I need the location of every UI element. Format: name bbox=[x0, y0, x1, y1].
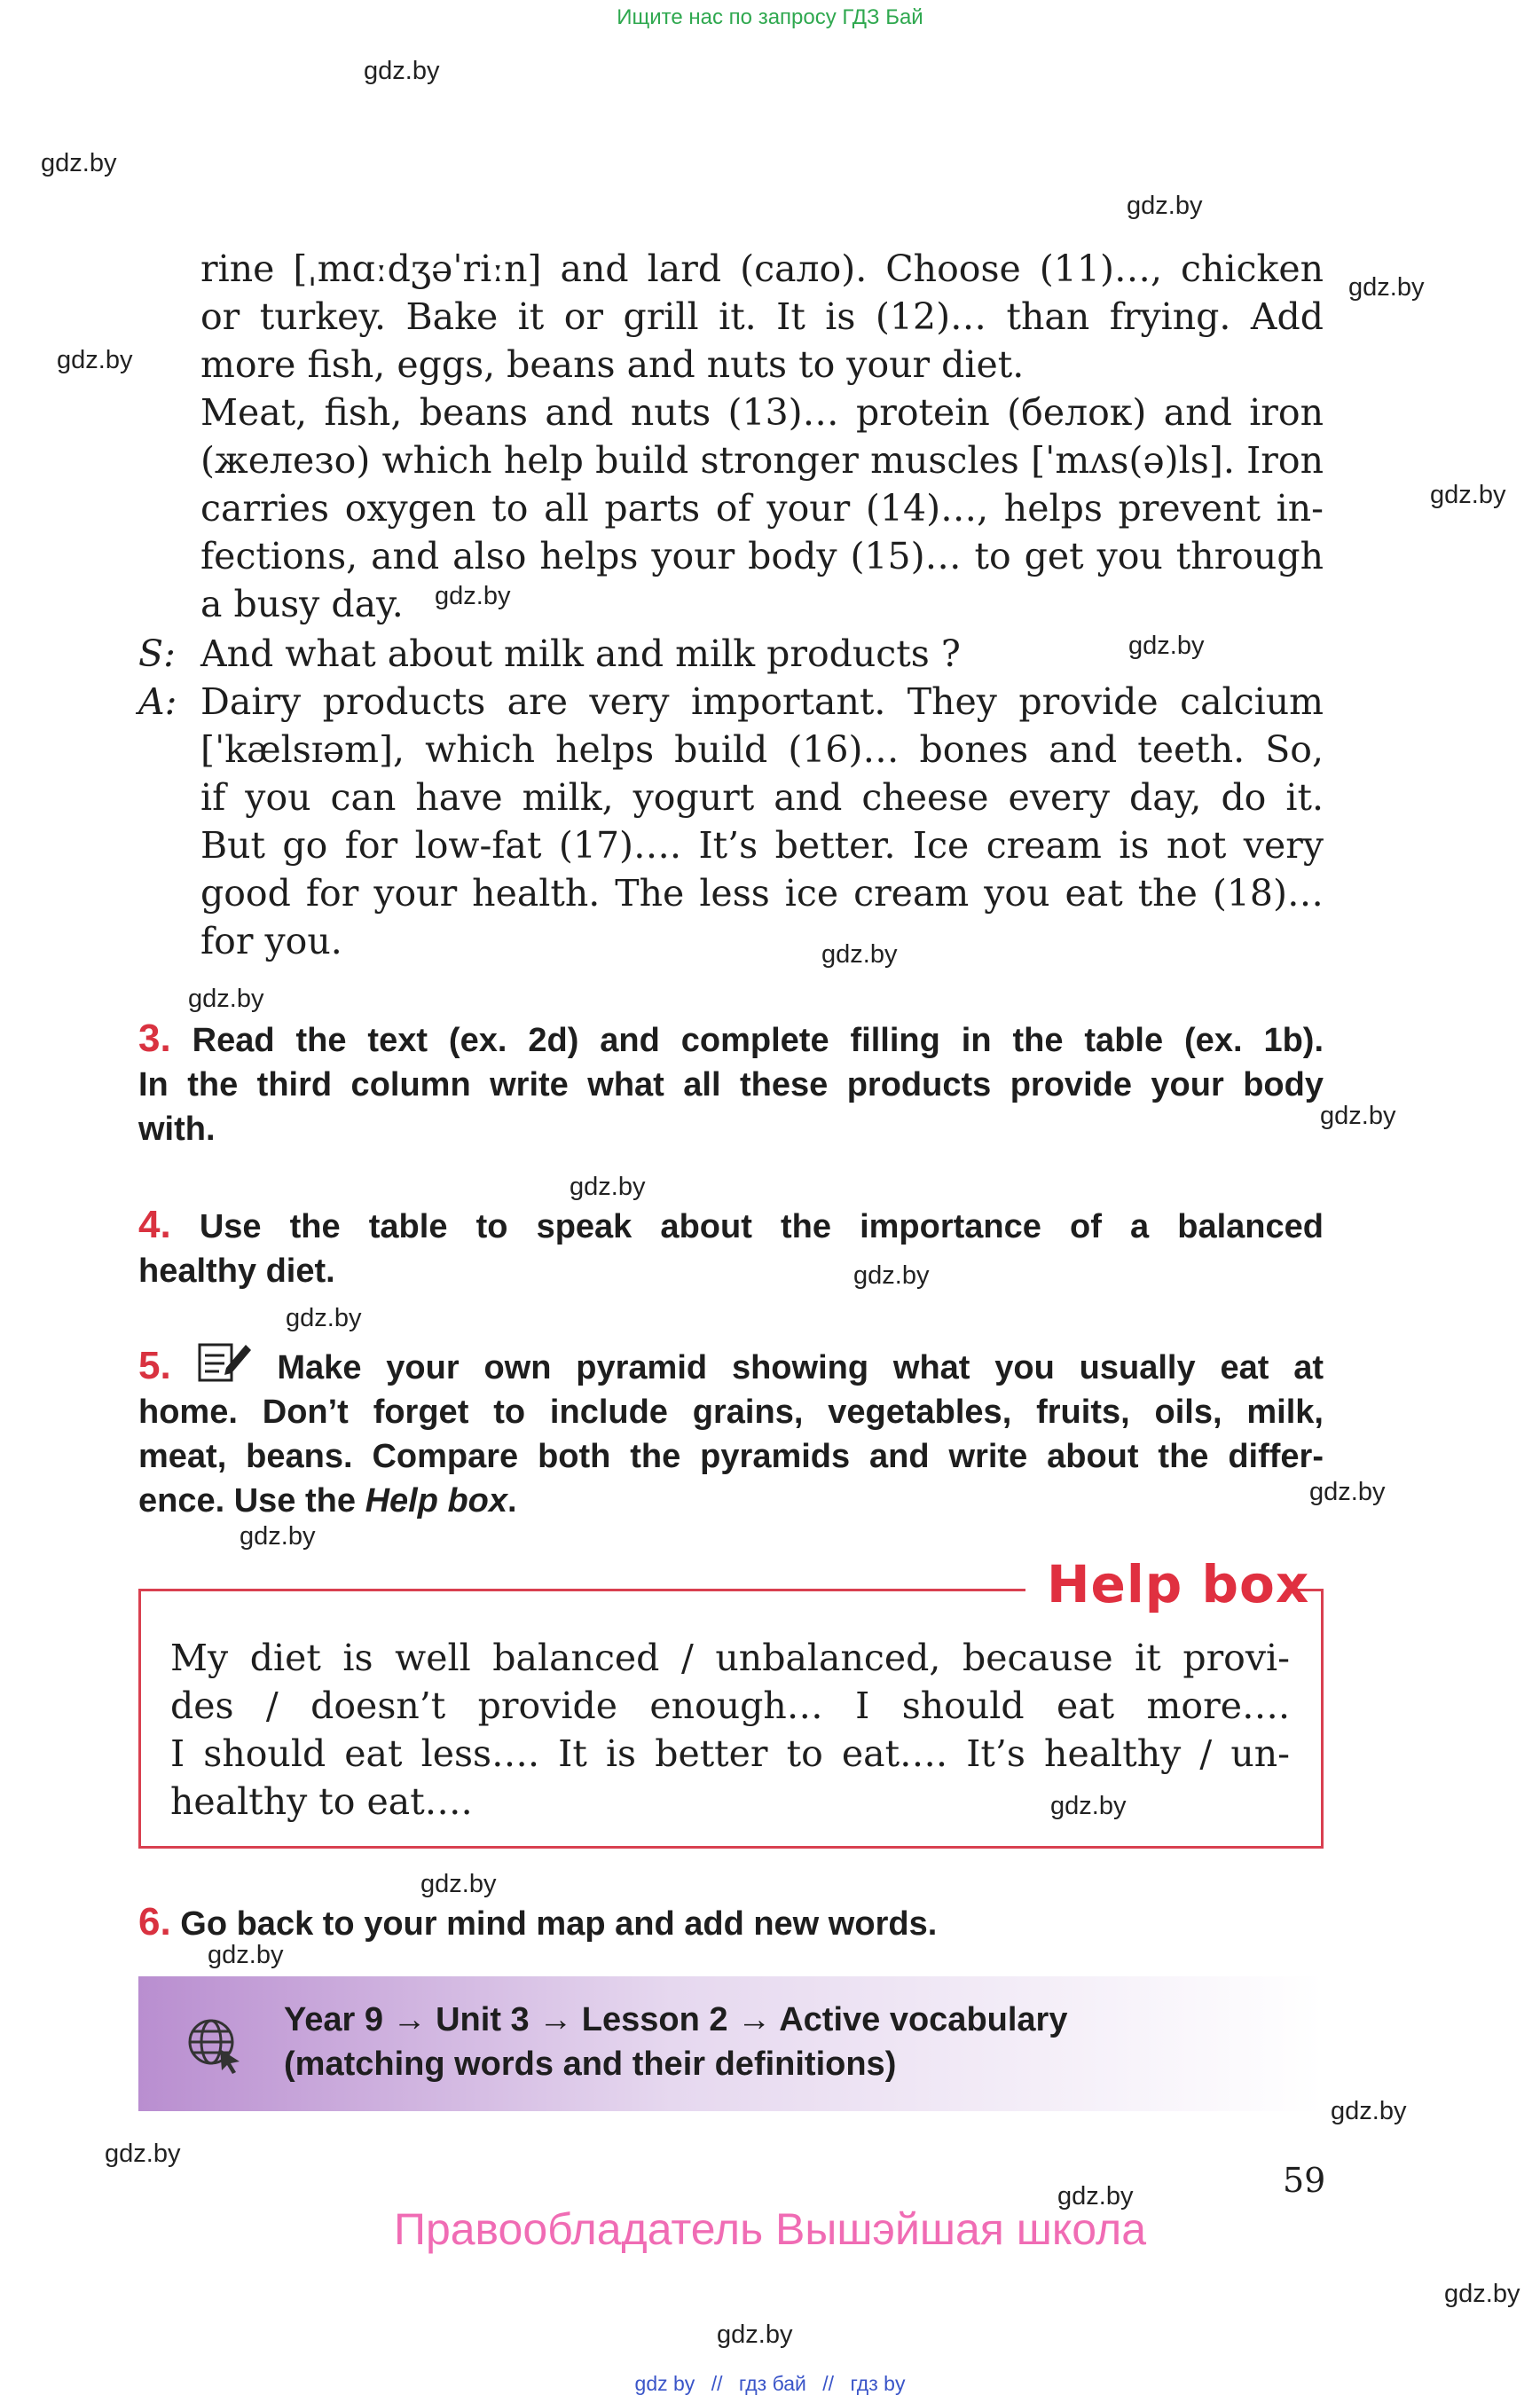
watermark: gdz.by bbox=[1331, 2097, 1407, 2125]
task-number: 5. bbox=[138, 1344, 171, 1387]
dialogue-line: And what about milk and milk products ? bbox=[200, 632, 961, 675]
text-line: Meat, fish, beans and nuts (13)… protein (белок) and iron bbox=[200, 391, 1324, 434]
watermark: gdz.by bbox=[717, 2321, 793, 2349]
task-text-end: . bbox=[507, 1482, 517, 1520]
watermark: gdz.by bbox=[105, 2140, 181, 2168]
separator: // bbox=[711, 2372, 723, 2395]
watermark: gdz.by bbox=[1057, 2182, 1134, 2211]
watermark: gdz.by bbox=[1348, 273, 1425, 302]
task-text: In the third column write what all these products provide your body bbox=[138, 1066, 1324, 1103]
watermark: gdz.by bbox=[1127, 192, 1203, 220]
watermark: gdz.by bbox=[1430, 481, 1506, 509]
watermark: gdz.by bbox=[41, 149, 117, 177]
dialogue-line: good for your health. The less ice cream you eat the (18)… bbox=[200, 872, 1324, 915]
watermark: gdz.by bbox=[1320, 1102, 1396, 1130]
dialogue-line: But go for low-fat (17)…. It’s better. Ice cream is not very bbox=[200, 824, 1324, 867]
watermark: gdz.by bbox=[208, 1941, 284, 1969]
watermark: gdz.by bbox=[1128, 632, 1205, 660]
watermark: gdz.by bbox=[57, 346, 133, 374]
task-text: Read the text (ex. 2d) and complete filling in the table (ex. 1b). bbox=[192, 1022, 1324, 1059]
task-text: Go back to your mind map and add new words. bbox=[180, 1905, 938, 1943]
text-line: a busy day. bbox=[200, 583, 404, 625]
task-text: with. bbox=[138, 1111, 216, 1148]
task-text: meat, beans. Compare both the pyramids and write about the differ- bbox=[138, 1438, 1324, 1475]
text-line: more fish, eggs, beans and nuts to your diet. bbox=[200, 343, 1025, 386]
task-6 bbox=[138, 1900, 1324, 1946]
watermark: gdz.by bbox=[821, 940, 898, 969]
task-number: 3. bbox=[138, 1017, 171, 1060]
page-number: 59 bbox=[1283, 2161, 1326, 2200]
watermark: gdz.by bbox=[1309, 1478, 1386, 1506]
help-box-reference: Help box bbox=[365, 1482, 508, 1520]
task-number: 4. bbox=[138, 1203, 171, 1246]
text-line: (железо) which help build stronger muscles [ˈmʌs(ə)ls]. Iron bbox=[200, 439, 1324, 482]
text-line: rine [ˌmɑːdʒəˈriːn] and lard (сало). Choose (11)…, chicken bbox=[200, 247, 1324, 290]
help-box-line: des / doesn’t provide enough… I should eat more…. bbox=[170, 1684, 1290, 1727]
speaker-s: S: bbox=[138, 632, 176, 675]
help-box-line: healthy to eat…. bbox=[170, 1780, 473, 1823]
link-gdz-by[interactable]: gdz by bbox=[634, 2372, 695, 2395]
watermark: gdz.by bbox=[420, 1870, 497, 1898]
task-text: Make your own pyramid showing what you usually eat at bbox=[277, 1349, 1324, 1386]
task-4 bbox=[138, 1203, 1324, 1293]
watermark: gdz.by bbox=[1444, 2280, 1520, 2308]
copyright: Правообладатель Вышэйшая школа bbox=[394, 2204, 1146, 2254]
dialogue-line: if you can have milk, yogurt and cheese every day, do it. bbox=[200, 776, 1324, 819]
watermark: gdz.by bbox=[570, 1173, 646, 1201]
text-line: carries oxygen to all parts of your (14)…, helps prevent in- bbox=[200, 487, 1324, 530]
task-text: ence. Use the bbox=[138, 1482, 356, 1520]
task-text: home. Don’t forget to include grains, vegetables, fruits, oils, milk, bbox=[138, 1394, 1324, 1431]
link-gdz-by-2[interactable]: гдз by bbox=[850, 2372, 906, 2395]
text-line: or turkey. Bake it or grill it. It is (12)… than frying. Add bbox=[200, 295, 1324, 338]
help-box-line: I should eat less…. It is better to eat…. It’s healthy / un- bbox=[170, 1732, 1290, 1775]
bottom-links bbox=[0, 2372, 1540, 2396]
vocabulary-link-banner[interactable] bbox=[138, 1976, 1324, 2111]
task-5 bbox=[138, 1339, 1324, 1523]
vocabulary-path[interactable]: Year 9 → Unit 3 → Lesson 2 → Active vocabulary bbox=[284, 2001, 1068, 2038]
dialogue-line: Dairy products are very important. They provide calcium bbox=[200, 680, 1324, 723]
watermark: gdz.by bbox=[286, 1304, 362, 1332]
watermark: gdz.by bbox=[240, 1522, 316, 1551]
separator: // bbox=[822, 2372, 835, 2395]
dialogue-line: [ˈkælsɪəm], which helps build (16)… bones and teeth. So, bbox=[200, 728, 1324, 771]
help-box-title: Help box bbox=[1047, 1554, 1310, 1614]
text-line: fections, and also helps your body (15)… to get you through bbox=[200, 535, 1324, 577]
link-gdz-bai[interactable]: гдз бай bbox=[738, 2372, 806, 2395]
vocabulary-description: (matching words and their definitions) bbox=[284, 2046, 897, 2083]
watermark: gdz.by bbox=[853, 1261, 930, 1290]
watermark: gdz.by bbox=[435, 582, 511, 610]
globe-cursor-icon bbox=[185, 2015, 243, 2074]
watermark: gdz.by bbox=[188, 985, 264, 1013]
writing-icon bbox=[196, 1339, 253, 1384]
help-box-line: My diet is well balanced / unbalanced, because it provi- bbox=[170, 1637, 1290, 1679]
task-3 bbox=[138, 1017, 1324, 1151]
watermark: gdz.by bbox=[1050, 1792, 1127, 1820]
task-number: 6. bbox=[138, 1900, 171, 1944]
top-banner: Ищите нас по запросу ГДЗ Бай bbox=[617, 5, 923, 29]
watermark: gdz.by bbox=[364, 57, 440, 85]
task-text: Use the table to speak about the importance of a balanced bbox=[199, 1208, 1324, 1245]
dialogue-line: for you. bbox=[200, 920, 342, 962]
speaker-a: A: bbox=[138, 680, 177, 723]
task-text: healthy diet. bbox=[138, 1253, 335, 1290]
